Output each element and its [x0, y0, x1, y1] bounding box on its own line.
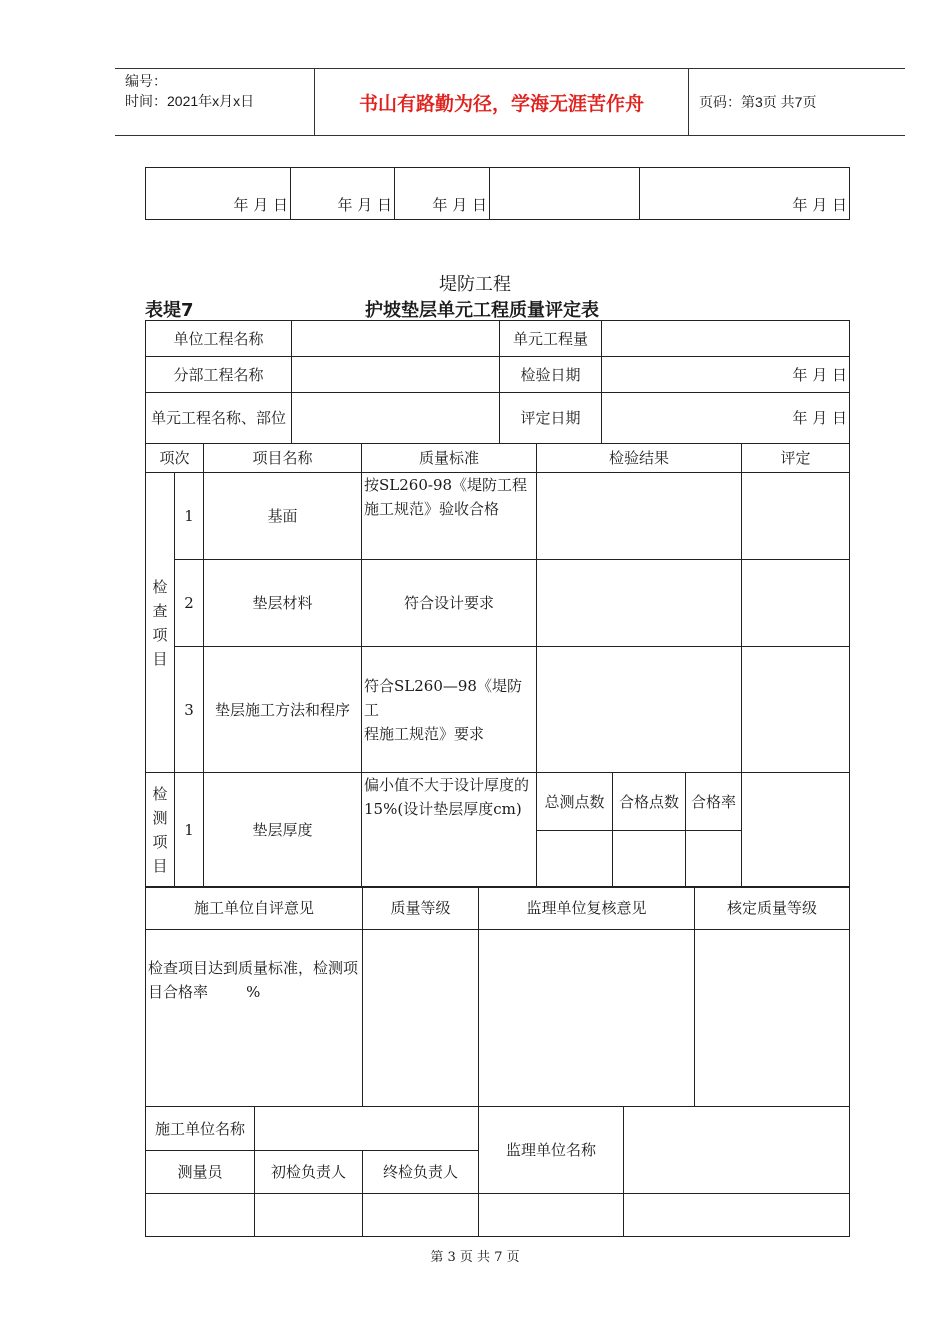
time-label: 时间：2021年x月x日	[125, 93, 255, 109]
header-page-info: 页码：第3页 共7页	[699, 94, 817, 110]
date-cell-1: 年 月 日	[146, 168, 291, 220]
passed-points-label: 合格点数	[613, 773, 686, 831]
check-group-label: 检查项目	[146, 473, 175, 773]
first-inspector-sign[interactable]	[255, 1194, 363, 1237]
check-row-3-no: 3	[175, 647, 204, 773]
measure-row-name: 垫层厚度	[204, 773, 362, 888]
measure-row-standard: 偏小值不大于设计厚度的15%(设计垫层厚度cm)	[362, 773, 537, 888]
check-row-1-standard: 按SL260-98《堤防工程施工规范》验收合格	[362, 473, 537, 560]
contractor-name-value[interactable]	[255, 1107, 479, 1151]
unit-quantity-label: 单元工程量	[500, 321, 602, 357]
unit-project-name-label: 单位工程名称	[146, 321, 292, 357]
final-inspector-label: 终检负责人	[363, 1151, 479, 1194]
unit-quantity-value[interactable]	[602, 321, 850, 357]
supervisor-sign-2[interactable]	[624, 1194, 850, 1237]
measure-row-rating[interactable]	[742, 773, 850, 888]
check-row-2-standard: 符合设计要求	[362, 560, 537, 647]
col-standard-header: 质量标准	[362, 444, 537, 473]
header-motto: 书山有路勤为径，学海无涯苦作舟	[315, 69, 689, 135]
signature-date-row	[145, 167, 850, 220]
header-meta	[115, 69, 315, 135]
surveyor-label: 测量员	[146, 1151, 255, 1194]
col-name-header: 项目名称	[204, 444, 362, 473]
doc-title: 护坡垫层单元工程质量评定表	[365, 300, 599, 321]
supervisor-sign-1[interactable]	[479, 1194, 624, 1237]
check-row-1-rating[interactable]	[742, 473, 850, 560]
final-inspector-sign[interactable]	[363, 1194, 479, 1237]
inspection-date-label: 检验日期	[500, 357, 602, 393]
quality-grade-value[interactable]	[363, 930, 479, 1107]
check-row-2-rating[interactable]	[742, 560, 850, 647]
items-table	[145, 443, 850, 888]
check-row-1-result[interactable]	[537, 473, 742, 560]
document-header	[115, 68, 905, 136]
supervisor-opinion-value[interactable]	[479, 930, 695, 1107]
contractor-opinion-header: 施工单位自评意见	[146, 887, 363, 930]
date-cell-2: 年 月 日	[291, 168, 395, 220]
check-row-2-result[interactable]	[537, 560, 742, 647]
page-footer: 第 3 页 共 7 页	[430, 1250, 520, 1265]
date-cell-5: 年 月 日	[640, 168, 850, 220]
supervisor-opinion-header: 监理单位复核意见	[479, 887, 695, 930]
sub-project-name-value[interactable]	[292, 357, 500, 393]
unit-project-name-value[interactable]	[292, 321, 500, 357]
col-index-header: 项次	[146, 444, 204, 473]
contractor-name-label: 施工单位名称	[146, 1107, 255, 1151]
measure-row-no: 1	[175, 773, 204, 888]
approved-grade-value[interactable]	[695, 930, 850, 1107]
signatures-table	[145, 1106, 850, 1237]
element-name-value[interactable]	[292, 393, 500, 444]
col-result-header: 检验结果	[537, 444, 742, 473]
sub-project-name-label: 分部工程名称	[146, 357, 292, 393]
check-row-3-rating[interactable]	[742, 647, 850, 773]
date-cell-4	[490, 168, 640, 220]
table-label: 表堤7	[145, 300, 194, 321]
measure-group-label: 检测项目	[146, 773, 175, 888]
number-label: 编号：	[125, 73, 167, 89]
inspection-date-value[interactable]: 年 月 日	[602, 357, 850, 393]
check-row-3-result[interactable]	[537, 647, 742, 773]
info-table	[145, 320, 850, 444]
total-points-value[interactable]	[537, 831, 613, 888]
pass-rate-value[interactable]	[686, 831, 742, 888]
surveyor-sign[interactable]	[146, 1194, 255, 1237]
total-points-label: 总测点数	[537, 773, 613, 831]
opinions-table	[145, 886, 850, 1107]
col-rating-header: 评定	[742, 444, 850, 473]
check-row-1-name: 基面	[204, 473, 362, 560]
check-row-3-standard: 符合SL260—98《堤防工 程施工规范》要求	[362, 647, 537, 773]
quality-grade-header: 质量等级	[363, 887, 479, 930]
check-row-1-no: 1	[175, 473, 204, 560]
date-cell-3: 年 月 日	[395, 168, 490, 220]
assessment-date-value[interactable]: 年 月 日	[602, 393, 850, 444]
check-row-2-name: 垫层材料	[204, 560, 362, 647]
supervisor-name-label: 监理单位名称	[479, 1107, 624, 1194]
check-row-3-name: 垫层施工方法和程序	[204, 647, 362, 773]
first-inspector-label: 初检负责人	[255, 1151, 363, 1194]
contractor-opinion-text[interactable]: 检查项目达到质量标准，检测项目合格率 %	[146, 930, 363, 1107]
supervisor-name-value[interactable]	[624, 1107, 850, 1194]
check-row-2-no: 2	[175, 560, 204, 647]
approved-grade-header: 核定质量等级	[695, 887, 850, 930]
assessment-date-label: 评定日期	[500, 393, 602, 444]
element-name-label: 单元工程名称、部位	[146, 393, 292, 444]
doc-subtitle: 堤防工程	[439, 274, 511, 295]
pass-rate-label: 合格率	[686, 773, 742, 831]
passed-points-value[interactable]	[613, 831, 686, 888]
